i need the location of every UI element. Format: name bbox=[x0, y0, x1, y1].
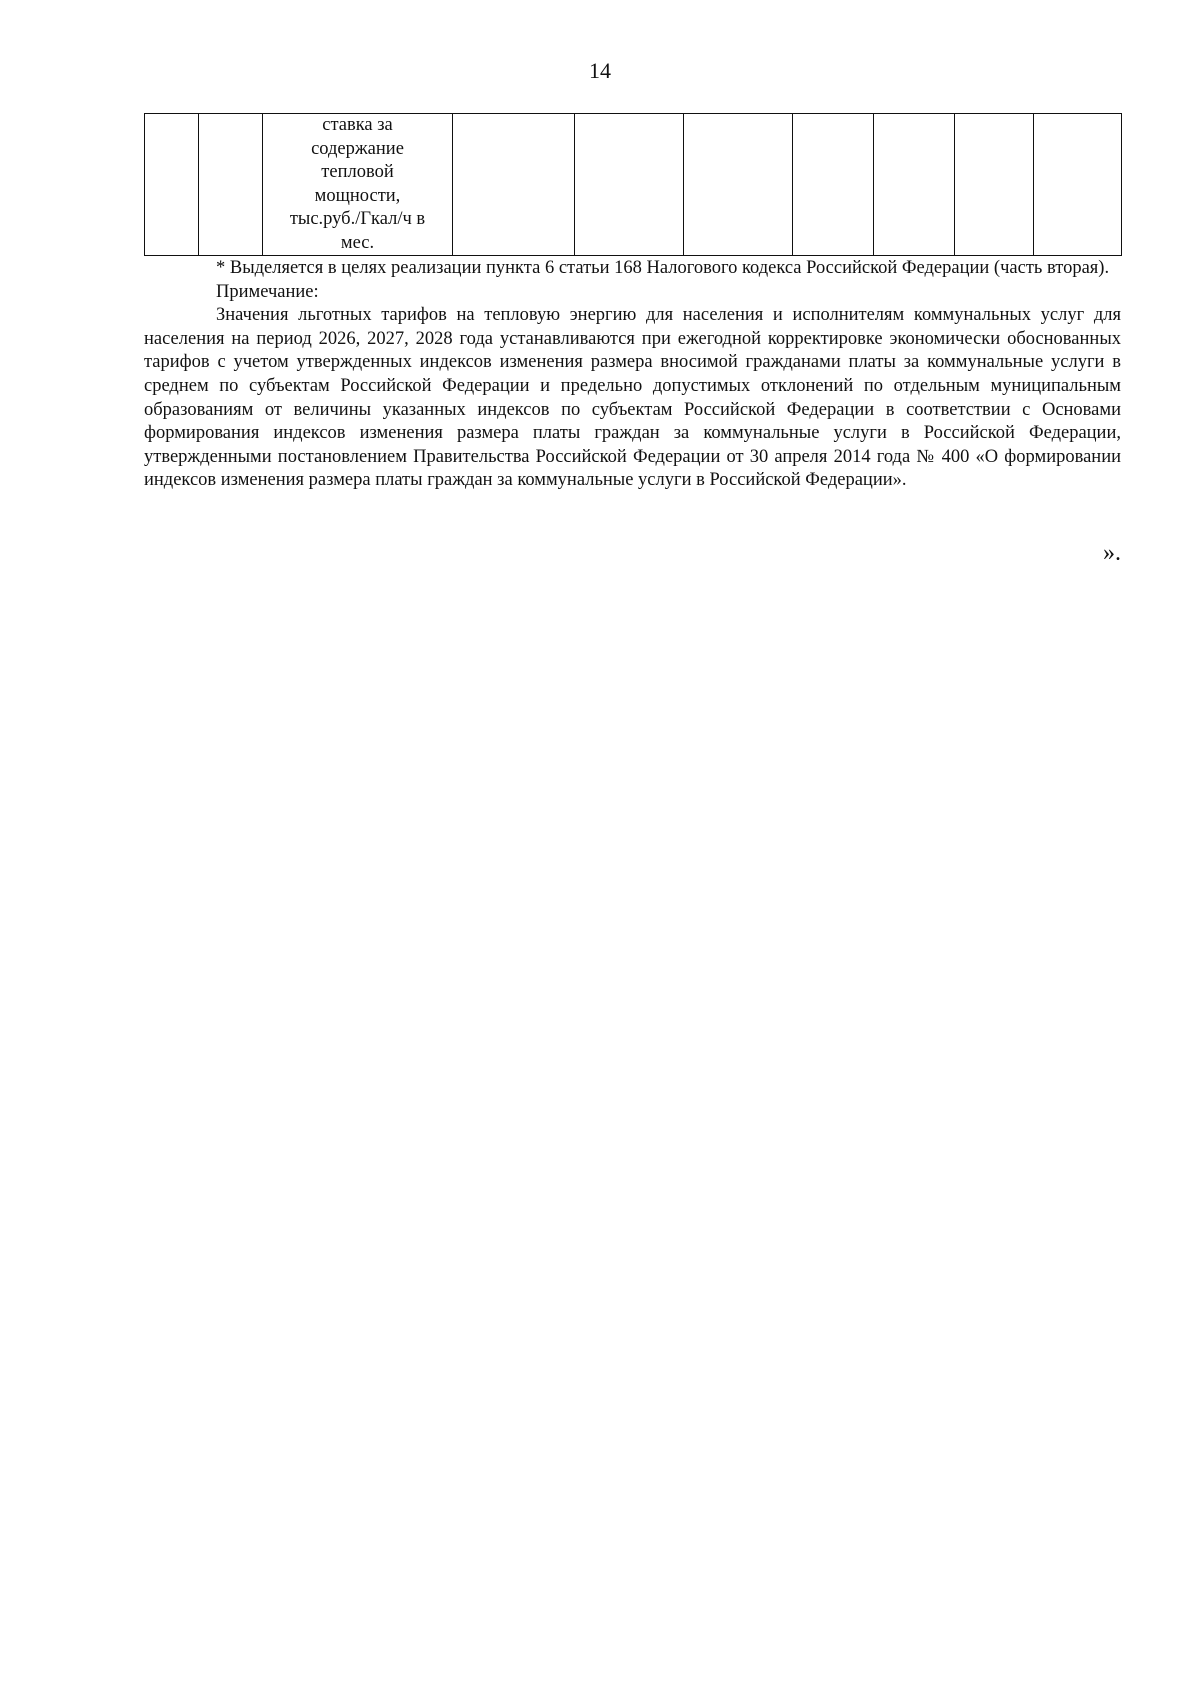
cell-line: тепловой bbox=[321, 162, 394, 182]
footnote-block bbox=[144, 257, 1121, 493]
table-cell-empty bbox=[955, 114, 1034, 256]
table-cell-empty bbox=[453, 114, 575, 256]
note-body: Значения льготных тарифов на тепловую энергию для населения и исполнителям коммунальных услуг для населения на период 2026, 2027, 2028 года устанавливаются при ежегодной корректировке экономически обоснованных тарифов с учетом утвержденных индексов изменения размера вносимой гражданами платы за коммунальные услуги в среднем по субъектам Российской Федерации и предельно допустимых отклонений по отдельным муниципальным образованиям от величины указанных индексов по субъектам Российской Федерации в соответствии с Основами формирования индексов изменения размера платы граждан за коммунальные услуги в Российской Федерации, утвержденными постановлением Правительства Российской Федерации от 30 апреля 2014 года № 400 «О формировании индексов изменения размера платы граждан за коммунальные услуги в Российской Федерации». bbox=[144, 305, 1121, 491]
table-cell-empty bbox=[145, 114, 199, 256]
note-label: Примечание: bbox=[216, 281, 319, 302]
table-cell-empty bbox=[684, 114, 793, 256]
table-cell-empty bbox=[1034, 114, 1122, 256]
cell-line: ставка за bbox=[322, 115, 393, 135]
tariff-table-fragment bbox=[144, 113, 1122, 256]
table-cell-empty bbox=[199, 114, 263, 256]
table-cell-empty bbox=[575, 114, 684, 256]
table-cell-empty bbox=[874, 114, 955, 256]
cell-line: тыс.руб./Гкал/ч в bbox=[289, 209, 426, 229]
closing-quote-mark: ». bbox=[1103, 540, 1121, 566]
table-cell-empty bbox=[793, 114, 874, 256]
page-number: 14 bbox=[589, 58, 611, 83]
table-cell-rate-label bbox=[263, 114, 453, 256]
table-row bbox=[145, 114, 1122, 256]
footnote: * Выделяется в целях реализации пункта 6 статьи 168 Налогового кодекса Российской Федерации (часть вторая). bbox=[216, 258, 1110, 278]
cell-line: мощности, bbox=[314, 185, 401, 206]
cell-line: содержание bbox=[311, 138, 404, 159]
cell-line: мес. bbox=[340, 232, 375, 253]
